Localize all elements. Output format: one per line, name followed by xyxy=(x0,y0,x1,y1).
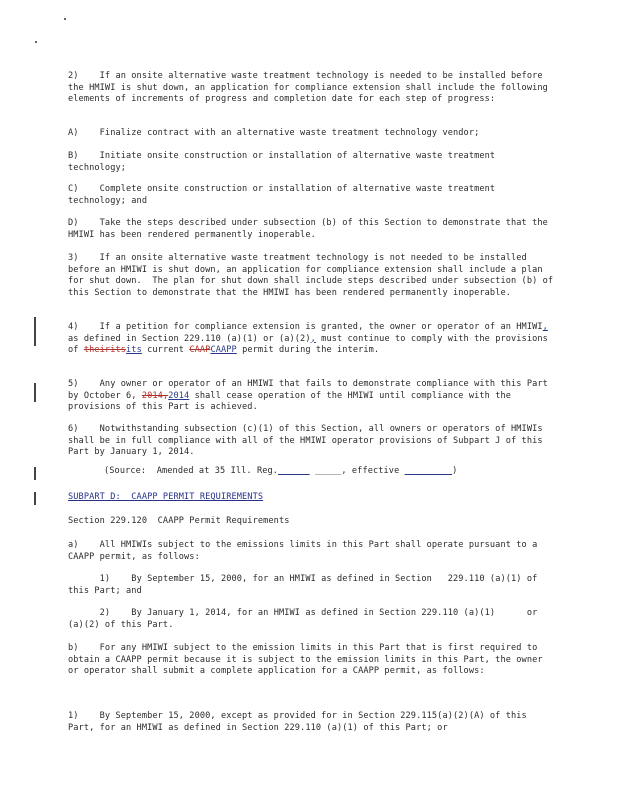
paragraph-2d: D) Take the steps described under subsection (b) of this Section to demonstrate that the HMIWI has been rendered permanently inoperable. xyxy=(68,218,554,240)
paragraph-4: 4) If a petition for compliance extension is granted, the owner or operator of an HMIWI, as defined in Section 229.110 (a)(1) or (a)(2), must continue to comply with the provisions of theiritsits current CAAPCAAPP permit during the interim. xyxy=(68,322,554,356)
paragraph-b: b) For any HMIWI subject to the emission limits in this Part that is first required to obtain a CAAPP permit because it is subject to the emission limits in this Part, the owner or operator shall submit a complete application for a CAAPP permit, as follows: xyxy=(68,643,548,677)
source-note: (Source: Amended at 35 Ill. Reg. _____, effective _________) xyxy=(104,466,458,476)
revision-bar xyxy=(34,383,36,402)
paragraph-a: a) All HMIWIs subject to the emissions limits in this Part shall operate pursuant to a CAAPP permit, as follows: xyxy=(68,540,543,562)
scan-speck xyxy=(64,18,66,20)
paragraph-2c: C) Complete onsite construction or installation of alternative waste treatment technology; and xyxy=(68,184,501,206)
paragraph-3: 3) If an onsite alternative waste treatment technology is not needed to be installed before an HMIWI is shut down, an application for compliance extension shall include a plan for shut down. The plan for shut down shall include steps described under subsection (b) of this Section to demonstrate that the HMIWI has been rendered permanently inoperable. xyxy=(68,253,559,298)
paragraph-2: 2) If an onsite alternative waste treatment technology is needed to be installed before the HMIWI is shut down, an application for compliance extension shall include the following elements of increments of progress and completion date for each step of progress: xyxy=(68,71,554,105)
revision-bar xyxy=(34,467,36,480)
paragraph-b1: 1) By September 15, 2000, except as provided for in Section 229.115(a)(2)(A) of this Part, for an HMIWI as defined in Section 229.110 (a)(1) of this Part; or xyxy=(68,711,533,733)
paragraph-6: 6) Notwithstanding subsection (c)(1) of this Section, all owners or operators of HMIWIs shall be in full compliance with all of the HMIWI operator provisions of Subpart J of this Part by January 1, 2014. xyxy=(68,424,548,458)
paragraph-a1: 1) By September 15, 2000, for an HMIWI as defined in Section 229.110 (a)(1) of this Part; and xyxy=(68,574,543,596)
subpart-heading: SUBPART D: CAAPP PERMIT REQUIREMENTS xyxy=(68,492,264,502)
section-title: Section 229.120 CAAPP Permit Requirements xyxy=(68,516,290,526)
paragraph-a2: 2) By January 1, 2014, for an HMIWI as defined in Section 229.110 (a)(1) or (a)(2) of this Part. xyxy=(68,608,543,630)
revision-bar xyxy=(34,317,36,346)
scan-speck xyxy=(35,41,37,43)
paragraph-5: 5) Any owner or operator of an HMIWI that fails to demonstrate compliance with this Part by October 6, 2014,2014 shall cease operation of the HMIWI until compliance with the provisions of this Part is achieved. xyxy=(68,379,554,413)
paragraph-2a: A) Finalize contract with an alternative waste treatment technology vendor; xyxy=(68,128,480,138)
paragraph-2b: B) Initiate onsite construction or installation of alternative waste treatment technology; xyxy=(68,151,501,173)
revision-bar xyxy=(34,492,36,505)
